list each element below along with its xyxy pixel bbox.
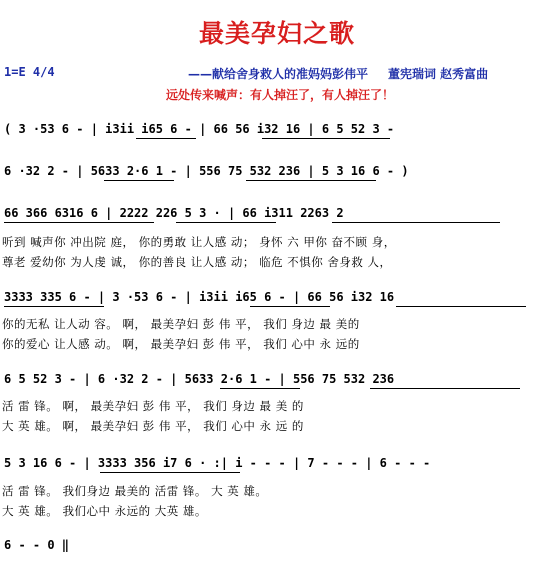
notation-row-2: 6 ·32 2 - | 5633 2·6 1 - | 556 75 532 236 | 5 3 16 6 - ): [4, 164, 409, 178]
lyric-line-5b: 大 英 雄。 啊， 最美孕妇 彭 伟 平， 我们 心中 永 远 的: [2, 419, 304, 433]
beam-line: [176, 222, 276, 223]
beam-line: [246, 180, 376, 181]
beam-line: [332, 222, 500, 223]
notation-row-1: ( 3 ·53 6 - | i3ii i65 6 - | 66 56 i32 16 | 6 5 52 3 -: [4, 122, 395, 136]
beam-line: [370, 388, 520, 389]
lyric-line-3a: 听到 喊声你 冲出院 庭， 你的勇敢 让人感 动； 身怀 六 甲你 奋不顾 身，: [2, 235, 396, 249]
song-title: 最美孕妇之歌: [198, 19, 355, 48]
dedication: ——献给舍身救人的准妈妈彭伟平: [188, 67, 369, 81]
lyric-line-6a: 活 雷 锋。 我们身边 最美的 活雷 锋。 大 英 雄。: [2, 484, 268, 498]
beam-line: [262, 138, 390, 139]
lyric-line-4a: 你的无私 让人动 容。 啊， 最美孕妇 彭 伟 平， 我们 身边 最 美的: [2, 317, 360, 331]
notation-row-7: 6 - - 0 ‖: [4, 538, 70, 552]
beam-line: [220, 388, 300, 389]
beam-line: [250, 306, 330, 307]
beam-line: [4, 306, 104, 307]
key-signature: 1=E 4/4: [4, 65, 55, 79]
notation-row-5: 6 5 52 3 - | 6 ·32 2 - | 5633 2·6 1 - | 556 75 532 236: [4, 372, 395, 386]
beam-line: [104, 180, 174, 181]
beam-line: [4, 222, 154, 223]
beam-line: [396, 306, 526, 307]
lead-in-text: 远处传来喊声：有人掉汪了，有人掉汪了！: [166, 88, 395, 102]
notation-row-6: 5 3 16 6 - | 3333 356 i7 6 · :| i - - - | 7 - - - | 6 - - -: [4, 456, 431, 470]
notation-row-3: 66 366 6316 6 | 2222 226 5 3 · | 66 i311 2263 2: [4, 206, 344, 220]
lyric-line-4b: 你的爱心 让人感 动。 啊， 最美孕妇 彭 伟 平， 我们 心中 永 远的: [2, 337, 360, 351]
lyric-line-5a: 活 雷 锋。 啊， 最美孕妇 彭 伟 平， 我们 身边 最 美 的: [2, 399, 304, 413]
lyric-line-6b: 大 英 雄。 我们心中 永远的 大英 雄。: [2, 504, 207, 518]
notation-row-4: 3333 335 6 - | 3 ·53 6 - | i3ii i65 6 - | 66 56 i32 16: [4, 290, 395, 304]
beam-line: [136, 138, 196, 139]
lyric-line-3b: 尊老 爱幼你 为人虔 诚， 你的善良 让人感 动； 临危 不惧你 舍身救 人，: [2, 255, 392, 269]
beam-line: [100, 472, 240, 473]
credits: 董宪瑞词 赵秀富曲: [388, 67, 489, 81]
